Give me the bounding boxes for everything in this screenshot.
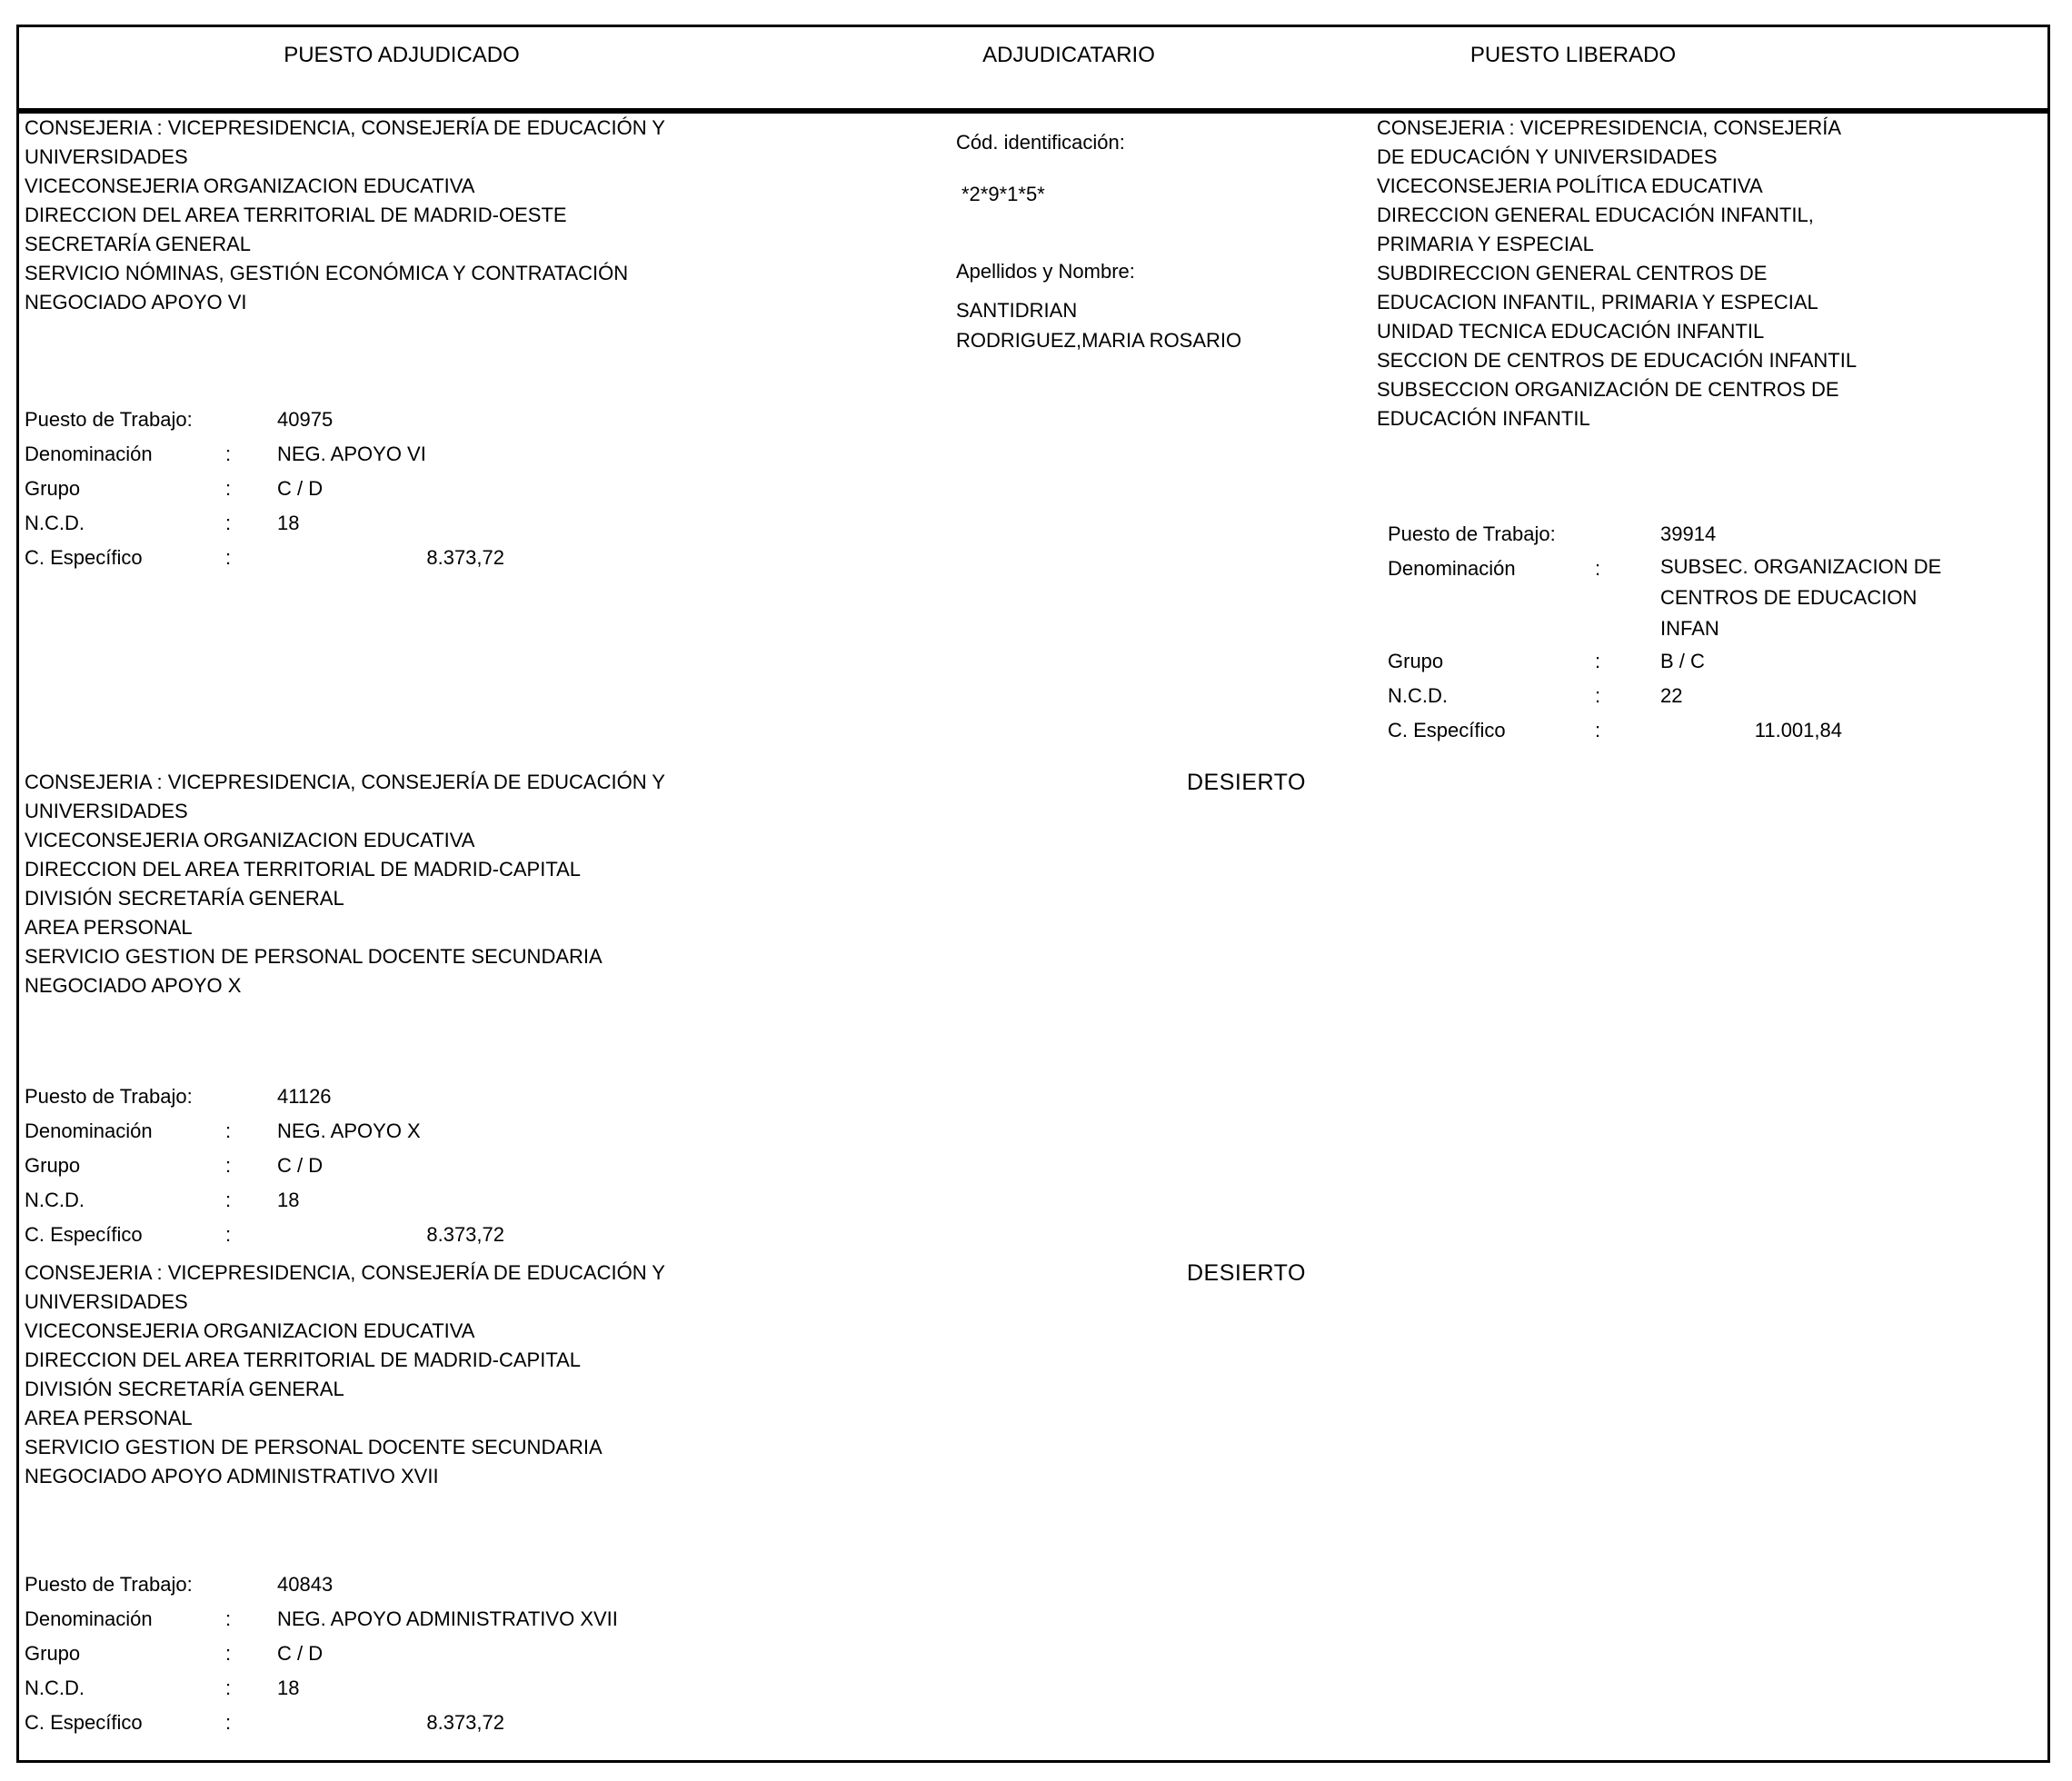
field-value: 18 <box>277 512 300 534</box>
org-block <box>25 768 944 1000</box>
cod-identificacion-value: *2*9*1*5* <box>961 183 1045 205</box>
field-colon: : <box>1595 719 1601 741</box>
field-row-especifico <box>1388 713 2051 748</box>
org-line: SUBSECCION ORGANIZACIÓN DE CENTROS DE <box>1377 378 1839 401</box>
field-label: Puesto de Trabajo: <box>25 408 193 431</box>
header-puesto-adjudicado: PUESTO ADJUDICADO <box>284 43 520 67</box>
field-label: N.C.D. <box>1388 684 1448 707</box>
field-row-puesto <box>25 403 944 437</box>
org-line: CONSEJERIA : VICEPRESIDENCIA, CONSEJERÍA DE EDUCACIÓN Y <box>25 116 665 139</box>
field-value: NEG. APOYO X <box>277 1119 421 1142</box>
org-line: AREA PERSONAL <box>25 1407 193 1429</box>
field-label: Puesto de Trabajo: <box>1388 522 1556 545</box>
org-line: SERVICIO NÓMINAS, GESTIÓN ECONÓMICA Y CONTRATACIÓN <box>25 262 629 284</box>
field-label: Grupo <box>25 1642 81 1665</box>
field-value: NEG. APOYO VI <box>277 443 426 465</box>
field-row-ncd <box>25 1183 944 1218</box>
org-line: SERVICIO GESTION DE PERSONAL DOCENTE SECUNDARIA <box>25 945 603 968</box>
field-colon: : <box>1595 557 1601 580</box>
value-line: SUBSEC. ORGANIZACION DE <box>1660 555 1942 578</box>
org-line: CONSEJERIA : VICEPRESIDENCIA, CONSEJERÍA <box>1377 116 1842 139</box>
field-label: C. Específico <box>25 1223 143 1246</box>
field-row-puesto <box>1388 517 2051 552</box>
org-line: VICECONSEJERIA ORGANIZACION EDUCATIVA <box>25 174 475 197</box>
org-line: NEGOCIADO APOYO X <box>25 974 242 997</box>
org-line: VICECONSEJERIA ORGANIZACION EDUCATIVA <box>25 1319 475 1342</box>
field-colon: : <box>225 1642 232 1665</box>
field-row-puesto <box>25 1080 944 1114</box>
field-label: N.C.D. <box>25 1677 85 1699</box>
field-value: NEG. APOYO ADMINISTRATIVO XVII <box>277 1607 618 1630</box>
field-value: 8.373,72 <box>426 546 504 569</box>
field-colon: : <box>225 1223 232 1246</box>
field-value: 39914 <box>1660 522 1717 545</box>
field-value: 40975 <box>277 408 334 431</box>
field-colon: : <box>225 477 232 500</box>
col-adjudicatario <box>956 114 1370 355</box>
org-line: VICECONSEJERIA ORGANIZACION EDUCATIVA <box>25 829 475 851</box>
field-value: 8.373,72 <box>426 1711 504 1734</box>
field-colon: : <box>1595 650 1601 672</box>
org-line: NEGOCIADO APOYO ADMINISTRATIVO XVII <box>25 1465 439 1487</box>
org-block <box>25 114 944 317</box>
field-value <box>1660 552 1941 644</box>
col-puesto-adjudicado <box>25 768 944 1252</box>
org-line: NEGOCIADO APOYO VI <box>25 291 247 313</box>
fields-block <box>25 1567 944 1740</box>
name-line: SANTIDRIAN <box>956 299 1078 322</box>
org-line: DIRECCION DEL AREA TERRITORIAL DE MADRID-CAPITAL <box>25 858 582 881</box>
field-colon: : <box>225 512 232 534</box>
field-row-ncd <box>1388 679 2051 713</box>
header-adjudicatario: ADJUDICATARIO <box>982 43 1155 67</box>
org-line: EDUCACION INFANTIL, PRIMARIA Y ESPECIAL <box>1377 291 1818 313</box>
desierto-label: DESIERTO <box>1187 1260 1306 1286</box>
org-line: SECCION DE CENTROS DE EDUCACIÓN INFANTIL <box>1377 349 1858 372</box>
org-line: VICECONSEJERIA POLÍTICA EDUCATIVA <box>1377 174 1763 197</box>
org-line: SECRETARÍA GENERAL <box>25 233 251 255</box>
field-label: Denominación <box>25 1119 153 1142</box>
field-value: B / C <box>1660 650 1705 672</box>
fields-block <box>25 1080 944 1252</box>
col-adjudicatario <box>956 1259 1370 1288</box>
field-label: Puesto de Trabajo: <box>25 1573 193 1596</box>
field-row-ncd <box>25 506 944 541</box>
field-row-grupo <box>25 472 944 506</box>
org-line: DIRECCION DEL AREA TERRITORIAL DE MADRID-CAPITAL <box>25 1348 582 1371</box>
org-block <box>25 1259 944 1491</box>
field-label: Grupo <box>1388 650 1444 672</box>
field-colon: : <box>225 1189 232 1211</box>
field-colon: : <box>225 546 232 569</box>
value-line: INFAN <box>1660 617 1719 640</box>
field-value: C / D <box>277 1154 324 1177</box>
field-label: C. Específico <box>1388 719 1506 741</box>
field-value: 22 <box>1660 684 1683 707</box>
apellidos-nombre-label: Apellidos y Nombre: <box>956 260 1135 283</box>
field-value: 40843 <box>277 1573 334 1596</box>
org-line: DE EDUCACIÓN Y UNIVERSIDADES <box>1377 145 1718 168</box>
field-row-denominacion <box>25 1114 944 1149</box>
org-line: UNIDAD TECNICA EDUCACIÓN INFANTIL <box>1377 320 1765 343</box>
org-line: UNIVERSIDADES <box>25 1290 188 1313</box>
org-line: EDUCACIÓN INFANTIL <box>1377 407 1590 430</box>
field-label: Denominación <box>25 443 153 465</box>
field-label: C. Específico <box>25 1711 143 1734</box>
field-label: Denominación <box>1388 557 1516 580</box>
fields-block <box>25 403 944 575</box>
org-line: SUBDIRECCION GENERAL CENTROS DE <box>1377 262 1768 284</box>
org-line: PRIMARIA Y ESPECIAL <box>1377 233 1594 255</box>
col-adjudicatario <box>956 768 1370 797</box>
field-row-denominacion <box>1388 552 2051 644</box>
apellidos-nombre-value <box>956 295 1370 355</box>
org-line: UNIVERSIDADES <box>25 145 188 168</box>
field-row-grupo <box>25 1149 944 1183</box>
field-colon: : <box>225 1677 232 1699</box>
org-line: DIVISIÓN SECRETARÍA GENERAL <box>25 887 344 910</box>
col-puesto-adjudicado <box>25 114 944 575</box>
field-row-denominacion <box>25 437 944 472</box>
field-row-especifico <box>25 541 944 575</box>
field-row-especifico <box>25 1218 944 1252</box>
org-line: DIRECCION DEL AREA TERRITORIAL DE MADRID-OESTE <box>25 204 567 226</box>
field-label: Puesto de Trabajo: <box>25 1085 193 1108</box>
org-line: CONSEJERIA : VICEPRESIDENCIA, CONSEJERÍA DE EDUCACIÓN Y <box>25 771 665 793</box>
field-colon: : <box>225 1154 232 1177</box>
field-label: Grupo <box>25 1154 81 1177</box>
field-value: C / D <box>277 1642 324 1665</box>
field-colon: : <box>225 1119 232 1142</box>
field-label: N.C.D. <box>25 512 85 534</box>
org-line: DIRECCION GENERAL EDUCACIÓN INFANTIL, <box>1377 204 1814 226</box>
field-value: 11.001,84 <box>1754 719 1842 741</box>
field-value: 8.373,72 <box>426 1223 504 1246</box>
field-value: 18 <box>277 1677 300 1699</box>
field-colon: : <box>225 1711 232 1734</box>
col-puesto-liberado <box>1377 114 2051 748</box>
field-label: C. Específico <box>25 546 143 569</box>
field-row-puesto <box>25 1567 944 1602</box>
field-value: 18 <box>277 1189 300 1211</box>
field-row-grupo <box>1388 644 2051 679</box>
header-puesto-liberado: PUESTO LIBERADO <box>1469 43 1677 67</box>
col-puesto-adjudicado <box>25 1259 944 1740</box>
desierto-label: DESIERTO <box>1187 770 1306 795</box>
field-label: N.C.D. <box>25 1189 85 1211</box>
field-label: Denominación <box>25 1607 153 1630</box>
cod-identificacion-label: Cód. identificación: <box>956 131 1125 154</box>
field-row-ncd <box>25 1671 944 1706</box>
org-line: UNIVERSIDADES <box>25 800 188 822</box>
org-block <box>1377 114 2051 433</box>
org-line: AREA PERSONAL <box>25 916 193 939</box>
field-row-denominacion <box>25 1602 944 1637</box>
field-colon: : <box>225 443 232 465</box>
field-colon: : <box>225 1607 232 1630</box>
field-row-especifico <box>25 1706 944 1740</box>
name-line: RODRIGUEZ,MARIA ROSARIO <box>956 329 1242 352</box>
field-label: Grupo <box>25 477 81 500</box>
adjudication-table <box>16 25 2050 1763</box>
fields-block <box>1377 517 2051 748</box>
org-line: SERVICIO GESTION DE PERSONAL DOCENTE SECUNDARIA <box>25 1436 603 1458</box>
value-line: CENTROS DE EDUCACION <box>1660 586 1918 609</box>
field-value: C / D <box>277 477 324 500</box>
field-row-grupo <box>25 1637 944 1671</box>
field-value: 41126 <box>277 1085 332 1108</box>
org-line: CONSEJERIA : VICEPRESIDENCIA, CONSEJERÍA DE EDUCACIÓN Y <box>25 1261 665 1284</box>
org-line: DIVISIÓN SECRETARÍA GENERAL <box>25 1378 344 1400</box>
field-colon: : <box>1595 684 1601 707</box>
